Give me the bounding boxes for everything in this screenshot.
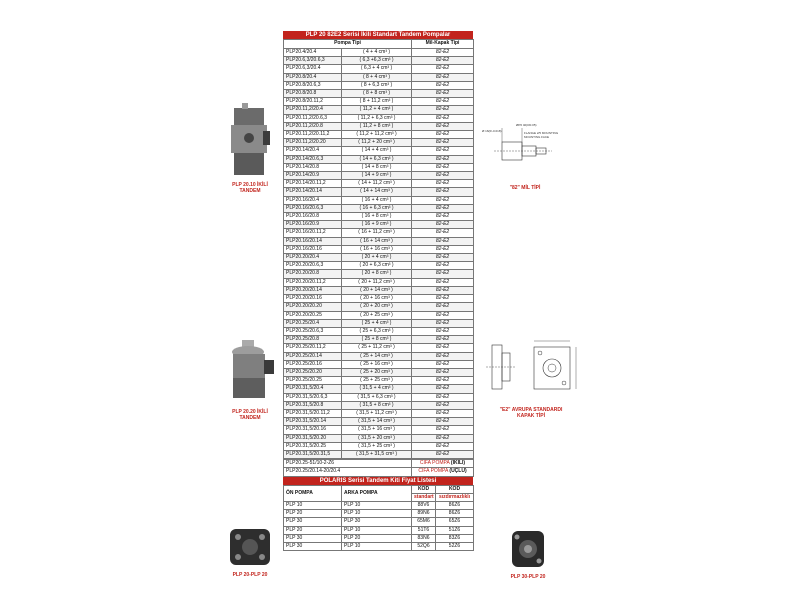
displacement-cell: ( 8 + 8 cm³ ) <box>342 90 412 98</box>
pump-type-cell: PLP20.20/20.8 <box>284 270 342 278</box>
kod-standard-cell: 65M6 <box>412 518 436 526</box>
pump-type-cell: PLP20.16/20.11,2 <box>284 229 342 237</box>
displacement-cell: ( 11,2 + 20 cm³ ) <box>342 139 412 147</box>
table-row <box>284 311 474 319</box>
pump-type-cell: PLP20.8/20.6,3 <box>284 81 342 89</box>
shaft-type-cell: 82-E2 <box>412 327 474 335</box>
displacement-cell: ( 20 + 14 cm³ ) <box>342 286 412 294</box>
table-row <box>284 131 474 139</box>
displacement-cell: ( 20 + 6,3 cm³ ) <box>342 262 412 270</box>
pump-type-cell: PLP20.8/20.4 <box>284 73 342 81</box>
pump-caption-plp20-plp20: PLP 20-PLP 20 <box>232 572 268 578</box>
displacement-cell: ( 31,5 + 6,3 cm³ ) <box>342 393 412 401</box>
displacement-cell: ( 8 + 4 cm³ ) <box>342 73 412 81</box>
front-pump-cell: PLP 10 <box>284 501 342 509</box>
kit-row <box>284 518 474 526</box>
rear-pump-cell: PLP 20 <box>342 534 412 542</box>
table-row <box>284 196 474 204</box>
shaft-type-cell: 82-E2 <box>412 434 474 442</box>
pump-type-cell: PLP20.31,5/20.11,2 <box>284 409 342 417</box>
column-header-kod-standard: KOD <box>412 485 436 493</box>
pump-type-cell: PLP20.20/20.14 <box>284 286 342 294</box>
displacement-cell: ( 8 + 11,2 cm³ ) <box>342 98 412 106</box>
pump-type-cell: PLP20.14/20.14 <box>284 188 342 196</box>
table-row <box>284 204 474 212</box>
displacement-cell: ( 6,3 +6,3 cm³ ) <box>342 57 412 65</box>
pump-type-cell: PLP20.20/20.20 <box>284 303 342 311</box>
shaft-type-cell: 82-E2 <box>412 336 474 344</box>
column-header-rear-pump: ARKA POMPA <box>342 485 412 501</box>
shaft-type-cell: 82-E2 <box>412 196 474 204</box>
pump-type-cell: PLP20.14/20.9 <box>284 172 342 180</box>
kod-standard-cell: 52Q6 <box>412 542 436 550</box>
table-row <box>284 295 474 303</box>
kod-sealed-cell: 83Z6 <box>436 534 474 542</box>
table-row <box>284 434 474 442</box>
table-row <box>284 368 474 376</box>
displacement-cell: ( 25 + 25 cm³ ) <box>342 377 412 385</box>
displacement-cell: ( 20 + 25 cm³ ) <box>342 311 412 319</box>
pump-type-cell: PLP20.14/20.8 <box>284 163 342 171</box>
pump-type-cell: PLP20.20/20.6,3 <box>284 262 342 270</box>
kit-row <box>284 510 474 518</box>
subheader-standard: standart <box>412 493 436 501</box>
displacement-cell: ( 11,2 + 6,3 cm³ ) <box>342 114 412 122</box>
pump-type-cell: PLP20.25/20.25 <box>284 377 342 385</box>
table-row <box>284 393 474 401</box>
displacement-cell: ( 16 + 8 cm³ ) <box>342 213 412 221</box>
shaft-type-cell: 82-E2 <box>412 278 474 286</box>
pump-type-cell: PLP20.4/20.4 <box>284 49 342 57</box>
shaft-type-cell: 82-E2 <box>412 237 474 245</box>
displacement-cell: ( 20 + 11,2 cm³ ) <box>342 278 412 286</box>
table-row <box>284 245 474 253</box>
pump-type-cell: PLP20.11,2/20.20 <box>284 139 342 147</box>
displacement-cell: ( 11,2 + 11,2 cm³ ) <box>342 131 412 139</box>
table-row <box>284 221 474 229</box>
table-row <box>284 303 474 311</box>
shaft-type-cell: 82-E2 <box>412 319 474 327</box>
displacement-cell: ( 16 + 4 cm³ ) <box>342 196 412 204</box>
pump-type-cell: PLP20.8/20.11,2 <box>284 98 342 106</box>
pump-type-cell: PLP20.31,5/20.20 <box>284 434 342 442</box>
shaft-type-cell: 82-E2 <box>412 311 474 319</box>
kod-sealed-cell: 51Z6 <box>436 526 474 534</box>
shaft-type-cell: 82-E2 <box>412 163 474 171</box>
shaft-type-cell: 82-E2 <box>412 131 474 139</box>
cifa-pump-cell: PLP20.25/20.14-20/20.4 <box>284 468 412 476</box>
table-row <box>284 147 474 155</box>
pump-type-cell: PLP20.11,2/20.8 <box>284 122 342 130</box>
displacement-cell: ( 31,5 + 4 cm³ ) <box>342 385 412 393</box>
cifa-pump-table <box>283 459 474 476</box>
displacement-cell: ( 14 + 6,3 cm³ ) <box>342 155 412 163</box>
shaft-type-cell: 82-E2 <box>412 352 474 360</box>
drawing-label-b: ØP6 40(0/0.05) <box>516 123 537 127</box>
displacement-cell: ( 20 + 4 cm³ ) <box>342 254 412 262</box>
pump-type-cell: PLP20.6,3/20.4 <box>284 65 342 73</box>
displacement-cell: ( 20 + 16 cm³ ) <box>342 295 412 303</box>
pump-type-cell: PLP20.25/20.16 <box>284 360 342 368</box>
displacement-cell: ( 16 + 6,3 cm³ ) <box>342 204 412 212</box>
displacement-cell: ( 14 + 4 cm³ ) <box>342 147 412 155</box>
table-row <box>284 278 474 286</box>
table-row <box>284 270 474 278</box>
table-row <box>284 122 474 130</box>
displacement-cell: ( 25 + 6,3 cm³ ) <box>342 327 412 335</box>
shaft-type-cell: 82-E2 <box>412 229 474 237</box>
cifa-pump-cell: PLP20.25-51/10-2-Z6 <box>284 460 412 468</box>
shaft-type-cell: 82-E2 <box>412 409 474 417</box>
pump-type-cell: PLP20.25/20.11,2 <box>284 344 342 352</box>
table-row <box>284 81 474 89</box>
table-row <box>284 73 474 81</box>
shaft-type-cell: 82-E2 <box>412 213 474 221</box>
displacement-cell: ( 20 + 8 cm³ ) <box>342 270 412 278</box>
shaft-type-caption: "82" MİL TİPİ <box>509 185 541 191</box>
shaft-type-cell: 82-E2 <box>412 155 474 163</box>
pump-type-cell: PLP20.31,5/20.6,3 <box>284 393 342 401</box>
shaft-type-cell: 82-E2 <box>412 254 474 262</box>
displacement-cell: ( 25 + 11,2 cm³ ) <box>342 344 412 352</box>
kod-sealed-cell: 86Z6 <box>436 510 474 518</box>
cifa-row <box>284 460 474 468</box>
pump-type-cell: PLP20.25/20.8 <box>284 336 342 344</box>
table-row <box>284 344 474 352</box>
shaft-type-cell: 82-E2 <box>412 180 474 188</box>
table-row <box>284 213 474 221</box>
table-row <box>284 352 474 360</box>
pump-type-cell: PLP20.31,5/20.25 <box>284 442 342 450</box>
pump-caption-plp20-10: PLP 20.10 İKİLİ TANDEM <box>232 182 268 194</box>
kod-standard-cell: 51T6 <box>412 526 436 534</box>
pump-type-cell: PLP20.8/20.8 <box>284 90 342 98</box>
cifa-label-cell <box>412 460 474 468</box>
cifa-label-cell <box>412 468 474 476</box>
pump-type-cell: PLP20.16/20.14 <box>284 237 342 245</box>
shaft-type-cell: 82-E2 <box>412 303 474 311</box>
kit-row <box>284 534 474 542</box>
shaft-type-cell: 82-E2 <box>412 172 474 180</box>
displacement-cell: ( 31,5 + 20 cm³ ) <box>342 434 412 442</box>
displacement-cell: ( 31,5 + 14 cm³ ) <box>342 418 412 426</box>
shaft-type-cell: 82-E2 <box>412 385 474 393</box>
shaft-type-cell: 82-E2 <box>412 204 474 212</box>
pump-type-cell: PLP20.20/20.11,2 <box>284 278 342 286</box>
pump-type-cell: PLP20.25/20.20 <box>284 368 342 376</box>
displacement-cell: ( 16 + 11,2 cm³ ) <box>342 229 412 237</box>
displacement-cell: ( 14 + 9 cm³ ) <box>342 172 412 180</box>
shaft-type-cell: 82-E2 <box>412 262 474 270</box>
price-sheet <box>283 31 473 551</box>
pump-type-cell: PLP20.14/20.6,3 <box>284 155 342 163</box>
kit-row <box>284 542 474 550</box>
pump-type-cell: PLP20.16/20.6,3 <box>284 204 342 212</box>
table-row <box>284 262 474 270</box>
cifa-note: (ÜÇLÜ) <box>449 468 467 475</box>
displacement-cell: ( 25 + 20 cm³ ) <box>342 368 412 376</box>
pump-type-cell: PLP20.16/20.9 <box>284 221 342 229</box>
column-header-front-pump: ÖN POMPA <box>284 485 342 501</box>
rear-pump-cell: PLP 10 <box>342 526 412 534</box>
front-pump-cell: PLP 30 <box>284 534 342 542</box>
shaft-type-cell: 82-E2 <box>412 122 474 130</box>
pump-type-cell: PLP20.31,5/20.16 <box>284 426 342 434</box>
pump-type-cell: PLP20.16/20.4 <box>284 196 342 204</box>
pump-type-cell: PLP20.25/20.6,3 <box>284 327 342 335</box>
table-row <box>284 114 474 122</box>
column-header-shaft-type: Mil-Kapak Tipi <box>412 40 474 49</box>
table-row <box>284 65 474 73</box>
pump-image-plp20-20 <box>228 340 274 400</box>
shaft-type-cell: 82-E2 <box>412 114 474 122</box>
shaft-type-cell: 82-E2 <box>412 295 474 303</box>
displacement-cell: ( 31,5 + 11,2 cm³ ) <box>342 409 412 417</box>
displacement-cell: ( 25 + 4 cm³ ) <box>342 319 412 327</box>
displacement-cell: ( 25 + 14 cm³ ) <box>342 352 412 360</box>
cifa-note: (İKİLİ) <box>450 460 466 467</box>
table-row <box>284 254 474 262</box>
displacement-cell: ( 14 + 8 cm³ ) <box>342 163 412 171</box>
shaft-type-cell: 82-E2 <box>412 147 474 155</box>
kit-table-title: POLARIS Serisi Tandem Kiti Fiyat Listesi <box>283 477 473 485</box>
pump-image-plp20-10 <box>228 103 270 178</box>
front-pump-cell: PLP 20 <box>284 526 342 534</box>
pump-type-cell: PLP20.14/20.4 <box>284 147 342 155</box>
pump-type-cell: PLP20.14/20.11,2 <box>284 180 342 188</box>
displacement-cell: ( 31,5 + 25 cm³ ) <box>342 442 412 450</box>
table-row <box>284 180 474 188</box>
column-header-pump-type: Pompa Tipi <box>284 40 412 49</box>
tandem-pump-table <box>283 39 474 459</box>
shaft-type-cell: 82-E2 <box>412 418 474 426</box>
shaft-type-cell: 82-E2 <box>412 188 474 196</box>
displacement-cell: ( 31,5 + 16 cm³ ) <box>342 426 412 434</box>
kod-sealed-cell: 86Z6 <box>436 501 474 509</box>
table-row <box>284 237 474 245</box>
displacement-cell: ( 20 + 20 cm³ ) <box>342 303 412 311</box>
table-row <box>284 409 474 417</box>
table-row <box>284 188 474 196</box>
shaft-type-cell: 82-E2 <box>412 221 474 229</box>
cifa-row <box>284 468 474 476</box>
pump-type-cell: PLP20.6,3/20.6,3 <box>284 57 342 65</box>
displacement-cell: ( 25 + 16 cm³ ) <box>342 360 412 368</box>
table-row <box>284 442 474 450</box>
displacement-cell: ( 4 + 4 cm³ ) <box>342 49 412 57</box>
front-pump-cell: PLP 30 <box>284 518 342 526</box>
displacement-cell: ( 11,2 + 8 cm³ ) <box>342 122 412 130</box>
table-row <box>284 57 474 65</box>
displacement-cell: ( 31,5 + 31,5 cm³ ) <box>342 450 412 458</box>
front-pump-cell: PLP 30 <box>284 542 342 550</box>
shaft-type-cell: 82-E2 <box>412 90 474 98</box>
displacement-cell: ( 16 + 16 cm³ ) <box>342 245 412 253</box>
table-row <box>284 49 474 57</box>
pump-type-cell: PLP20.20/20.16 <box>284 295 342 303</box>
shaft-type-cell: 82-E2 <box>412 401 474 409</box>
kod-standard-cell: 89N6 <box>412 510 436 518</box>
table-row <box>284 450 474 458</box>
table-row <box>284 139 474 147</box>
displacement-cell: ( 6,3 + 4 cm³ ) <box>342 65 412 73</box>
table-row <box>284 90 474 98</box>
table-row <box>284 418 474 426</box>
shaft-type-cell: 82-E2 <box>412 377 474 385</box>
cover-type-caption: "E2" AVRUPA STANDARDI KAPAK TİPİ <box>499 407 563 419</box>
kod-sealed-cell: 52Z6 <box>436 542 474 550</box>
shaft-type-cell: 82-E2 <box>412 139 474 147</box>
shaft-type-cell: 82-E2 <box>412 57 474 65</box>
shaft-type-cell: 82-E2 <box>412 360 474 368</box>
pump-type-cell: PLP20.11,2/20.6,3 <box>284 114 342 122</box>
shaft-type-cell: 82-E2 <box>412 426 474 434</box>
rear-pump-cell: PLP 30 <box>342 518 412 526</box>
table-row <box>284 286 474 294</box>
table-row <box>284 163 474 171</box>
cifa-label: CIFA POMPA <box>419 460 450 467</box>
displacement-cell: ( 11,2 + 4 cm³ ) <box>342 106 412 114</box>
pump-type-cell: PLP20.25/20.14 <box>284 352 342 360</box>
shaft-type-cell: 82-E2 <box>412 442 474 450</box>
rear-pump-cell: PLP 10 <box>342 510 412 518</box>
tandem-kit-table <box>283 485 474 552</box>
table-row <box>284 360 474 368</box>
shaft-type-cell: 82-E2 <box>412 393 474 401</box>
pump-caption-plp30-plp20: PLP 30-PLP 20 <box>510 574 546 580</box>
pump-type-cell: PLP20.20/20.4 <box>284 254 342 262</box>
displacement-cell: ( 16 + 14 cm³ ) <box>342 237 412 245</box>
shaft-type-cell: 82-E2 <box>412 106 474 114</box>
table-row <box>284 229 474 237</box>
shaft-type-cell: 82-E2 <box>412 286 474 294</box>
table-row <box>284 327 474 335</box>
displacement-cell: ( 14 + 11,2 cm³ ) <box>342 180 412 188</box>
shaft-type-cell: 82-E2 <box>412 81 474 89</box>
displacement-cell: ( 16 + 9 cm³ ) <box>342 221 412 229</box>
table-row <box>284 401 474 409</box>
pump-type-cell: PLP20.31,5/20.8 <box>284 401 342 409</box>
pump-image-plp30-plp20 <box>508 527 548 571</box>
main-table-title: PLP 20 82E2 Serisi İkili Standart Tandem Pompalar <box>283 31 473 39</box>
displacement-cell: ( 31,5 + 8 cm³ ) <box>342 401 412 409</box>
pump-image-plp20-plp20 <box>226 525 274 569</box>
shaft-type-cell: 82-E2 <box>412 344 474 352</box>
shaft-type-drawing <box>480 118 560 180</box>
shaft-type-cell: 82-E2 <box>412 49 474 57</box>
cifa-label: CIFA POMPA <box>418 468 449 475</box>
displacement-cell: ( 25 + 8 cm³ ) <box>342 336 412 344</box>
cover-type-drawing <box>482 335 582 400</box>
kod-standard-cell: 88V6 <box>412 501 436 509</box>
kit-row <box>284 526 474 534</box>
column-header-kod-sealed: KOD <box>436 485 474 493</box>
pump-type-cell: PLP20.31,5/20.4 <box>284 385 342 393</box>
table-row <box>284 106 474 114</box>
drawing-label-c: FLANGE 2/5 MOUNTING <box>524 131 559 135</box>
kit-row <box>284 501 474 509</box>
kod-sealed-cell: 65Z6 <box>436 518 474 526</box>
pump-type-cell: PLP20.16/20.16 <box>284 245 342 253</box>
shaft-type-cell: 82-E2 <box>412 98 474 106</box>
rear-pump-cell: PLP 10 <box>342 501 412 509</box>
pump-caption-plp20-20: PLP 20.20 İKİLİ TANDEM <box>232 409 268 421</box>
pump-type-cell: PLP20.25/20.4 <box>284 319 342 327</box>
shaft-type-cell: 82-E2 <box>412 245 474 253</box>
shaft-type-cell: 82-E2 <box>412 73 474 81</box>
table-row <box>284 98 474 106</box>
pump-type-cell: PLP20.31,5/20.31,5 <box>284 450 342 458</box>
shaft-type-cell: 82-E2 <box>412 368 474 376</box>
front-pump-cell: PLP 20 <box>284 510 342 518</box>
kod-standard-cell: 83N6 <box>412 534 436 542</box>
shaft-type-cell: 82-E2 <box>412 270 474 278</box>
drawing-label-a: Ø 16(0/-0.018) <box>482 129 502 133</box>
pump-type-cell: PLP20.11,2/20.4 <box>284 106 342 114</box>
pump-type-cell: PLP20.11,2/20.11,2 <box>284 131 342 139</box>
rear-pump-cell: PLP 10 <box>342 542 412 550</box>
drawing-label-d: MOUNTING FACE <box>524 135 550 139</box>
table-row <box>284 426 474 434</box>
shaft-type-cell: 82-E2 <box>412 450 474 458</box>
displacement-cell: ( 8 + 6,3 cm³ ) <box>342 81 412 89</box>
table-row <box>284 172 474 180</box>
table-row <box>284 377 474 385</box>
pump-type-cell: PLP20.16/20.8 <box>284 213 342 221</box>
pump-type-cell: PLP20.31,5/20.14 <box>284 418 342 426</box>
table-row <box>284 319 474 327</box>
table-row <box>284 155 474 163</box>
table-row <box>284 385 474 393</box>
pump-type-cell: PLP20.20/20.25 <box>284 311 342 319</box>
shaft-type-cell: 82-E2 <box>412 65 474 73</box>
displacement-cell: ( 14 + 14 cm³ ) <box>342 188 412 196</box>
subheader-sealed: sızdırmazlıklı <box>436 493 474 501</box>
table-row <box>284 336 474 344</box>
